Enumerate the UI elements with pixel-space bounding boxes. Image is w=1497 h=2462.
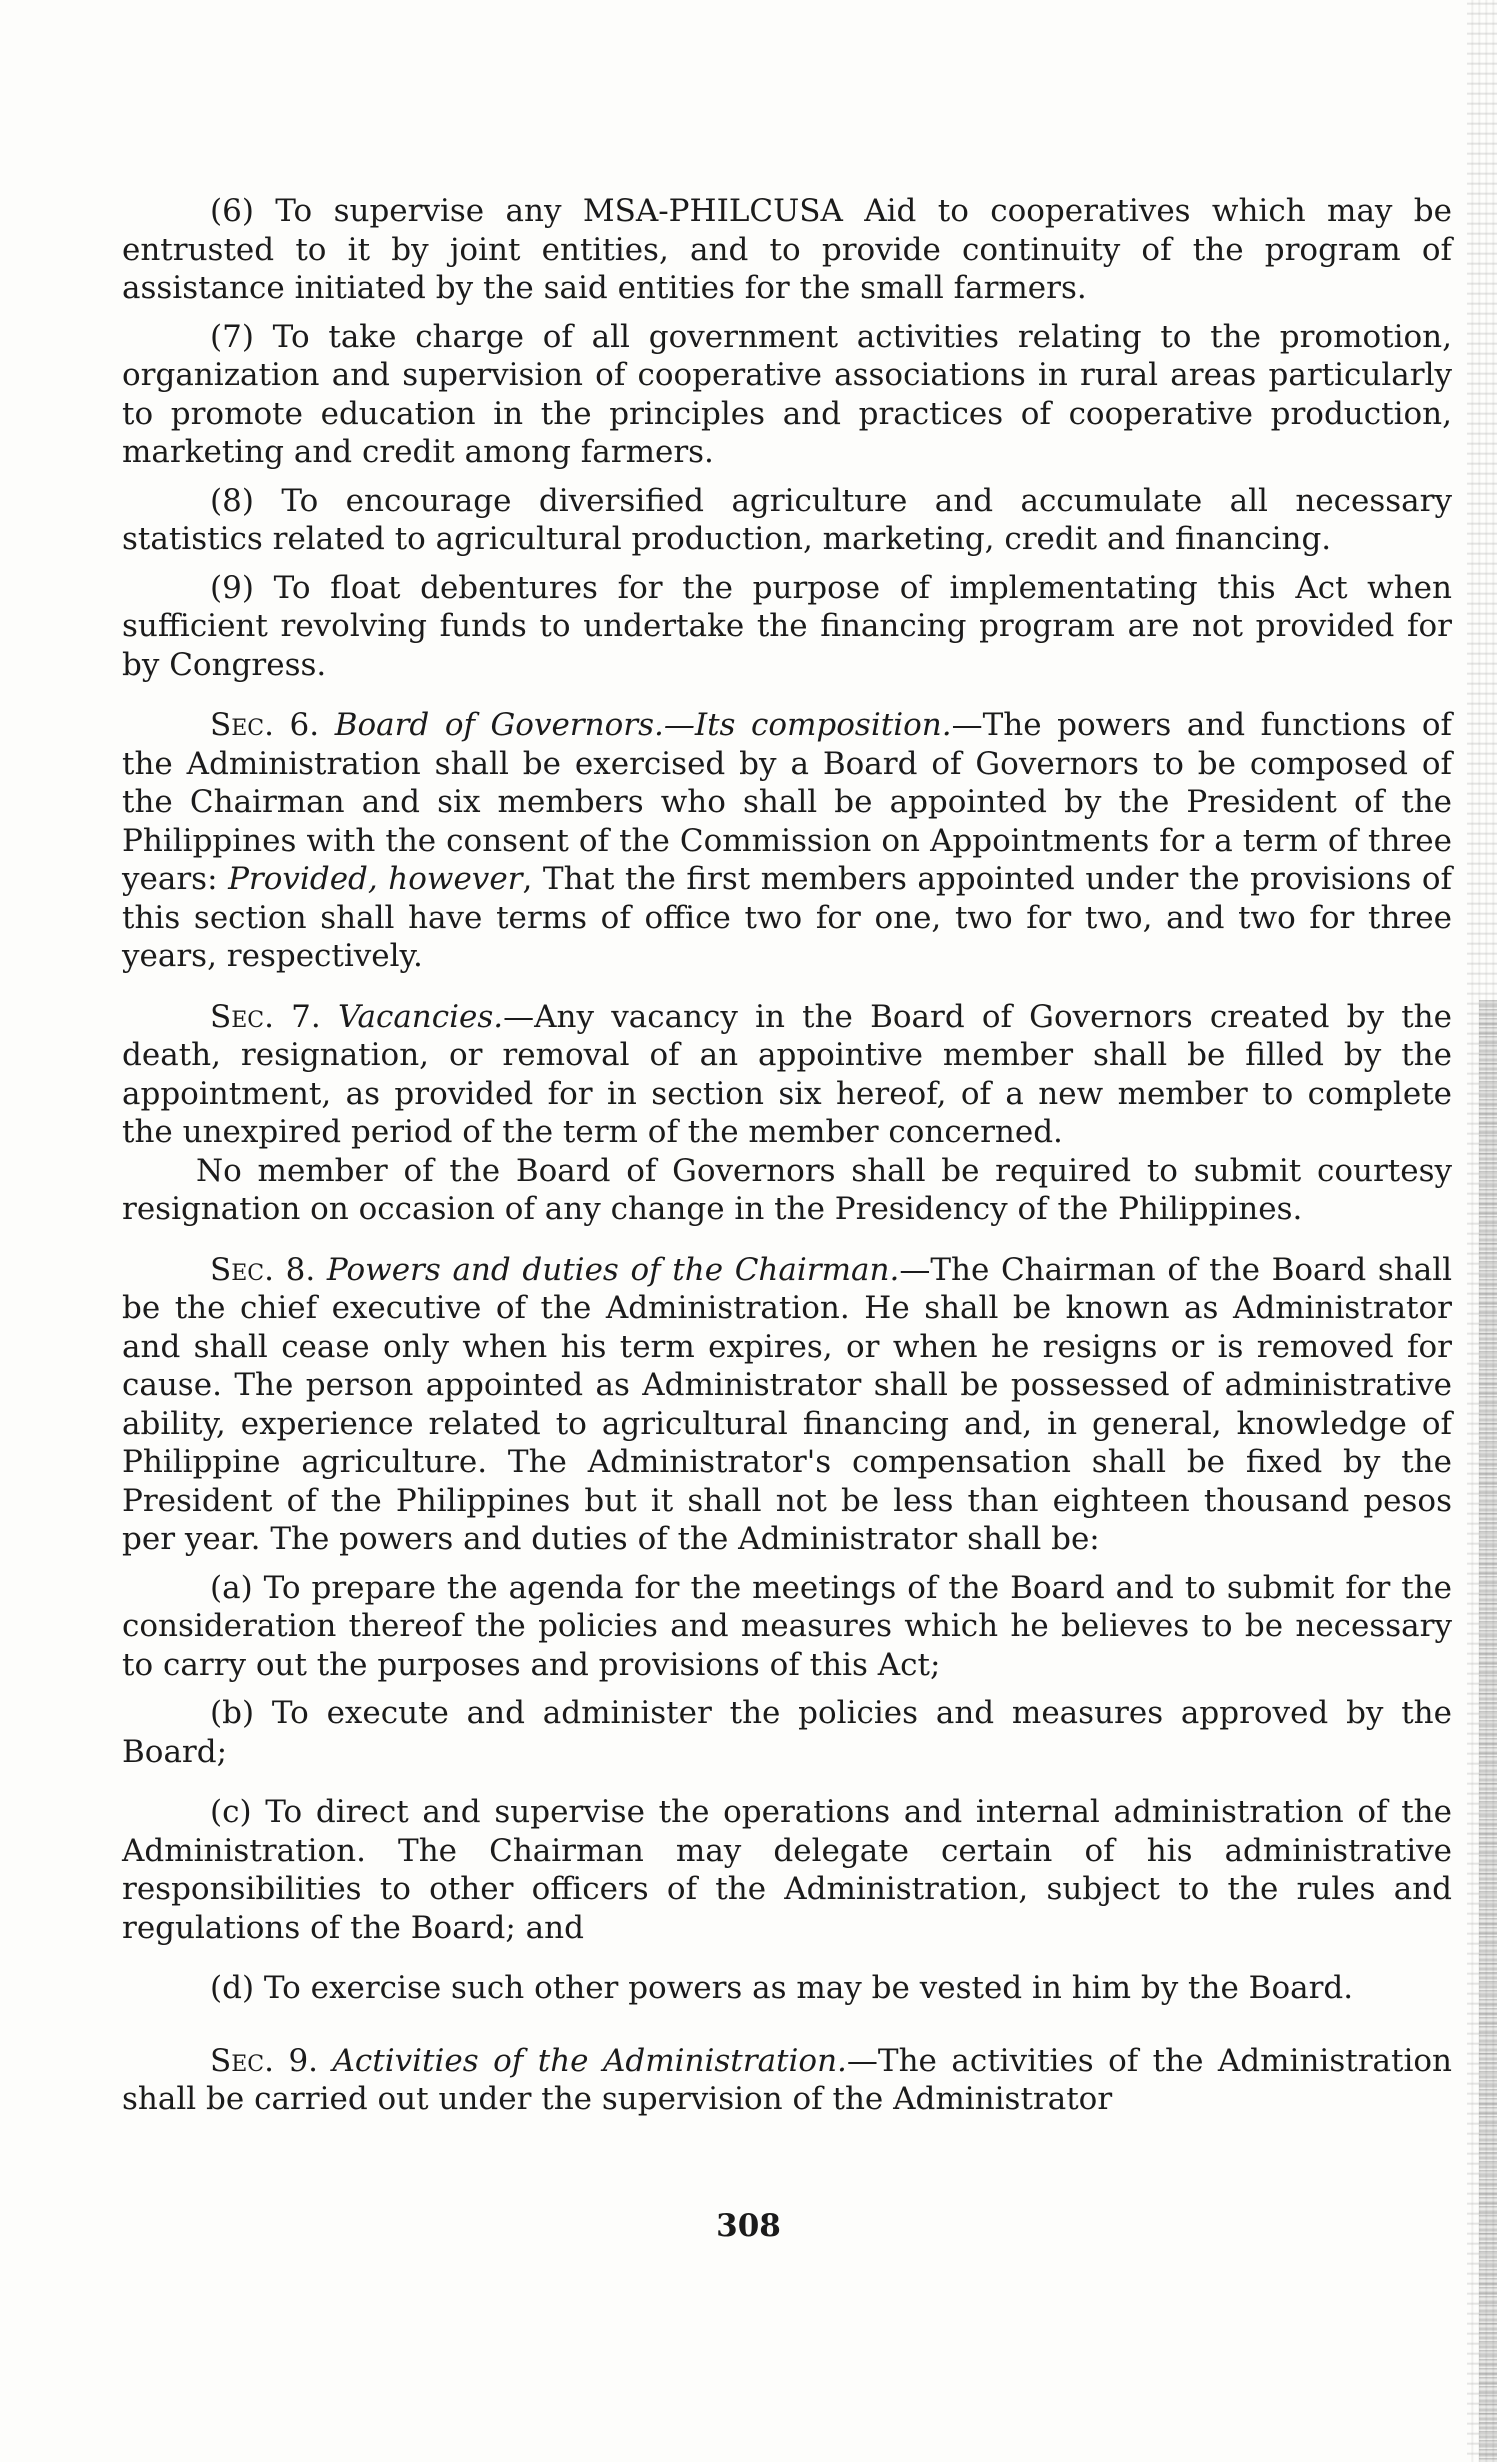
paragraph-7: (7) To take charge of all government activities relating to the promotion, organization and supervision of cooperative associations in rural areas particularly to promote education in the principles and practices of cooperative production, marketing and credit among farmers. <box>122 318 1452 470</box>
section-6-body-b: , That the first members appointed under the provisions of this section shall have terms of office two for one, two for two, and two for three years, respectively. <box>122 861 1452 974</box>
scan-edge-shadow <box>1479 1000 1497 2462</box>
section-6-heading: Board of Governors.—Its composition. <box>334 707 952 743</box>
body-text <box>122 192 1452 2119</box>
section-9-label: Sec. 9. <box>210 2042 319 2079</box>
paragraph-6: (6) To supervise any MSA-PHILCUSA Aid to cooperatives which may be entrusted to it by joint entities, and to provide continuity of the program of assistance initiated by the said entities for the small farmers. <box>122 193 1452 306</box>
section-6-body-a: —The powers and functions of the Administration shall be exercised by a Board of Governors to be composed of the Chairman and six members who shall be appointed by the President of the Philippines with the consent of the Commission on Appointments for a term of three years: <box>122 707 1453 897</box>
section-7 <box>122 998 1452 1152</box>
paragraph-8: (8) To encourage diversified agriculture and accumulate all necessary statistics related to agricultural production, marketing, credit and financing. <box>122 482 1452 557</box>
page-number: 308 <box>716 2208 781 2244</box>
section-8-body: —The Chairman of the Board shall be the chief executive of the Administration. He shall be known as Administrator and shall cease only when his term expires, or when he resigns or is removed for cause. The person appointed as Administrator shall be possessed of administrative ability, experience related to agricultural financing and, in general, knowledge of Philippine agriculture. The Administrator's compensation shall be fixed by the President of the Philippines but it shall not be less than eighteen thousand pesos per year. The powers and duties of the Administrator shall be: <box>122 1251 1453 1557</box>
subsection-b: (b) To execute and administer the policies and measures approved by the Board; <box>122 1695 1452 1770</box>
section-9-heading: Activities of the Administration. <box>332 2042 847 2079</box>
section-7-label: Sec. 7. <box>210 998 321 1035</box>
section-8 <box>122 1251 1452 1559</box>
section-8-label: Sec. 8. <box>210 1251 316 1288</box>
section-7-body: —Any vacancy in the Board of Governors created by the death, resignation, or removal of an appointive member shall be filled by the appointment, as provided for in section six hereof, of a new member to complete the unexpired period of the term of the member concerned. <box>122 998 1452 1150</box>
section-8-heading: Powers and duties of the Chairman. <box>326 1251 900 1288</box>
section-6-proviso: Provided, however <box>228 861 523 897</box>
section-6 <box>122 706 1452 976</box>
section-7-heading: Vacancies. <box>337 998 504 1035</box>
subsection-a: (a) To prepare the agenda for the meetings of the Board and to submit for the consideration thereof the policies and measures which he believes to be necessary to carry out the purposes and provisions of this Act; <box>122 1569 1452 1683</box>
subsection-c: (c) To direct and supervise the operations and internal administration of the Administration. The Chairman may delegate certain of his administrative responsibilities to other officers of the Administration, subject to the rules and regulations of the Board; and <box>122 1794 1452 1946</box>
section-6-label: Sec. 6. <box>210 707 320 743</box>
section-7-body-2: No member of the Board of Governors shall be required to submit courtesy resignation on occasion of any change in the Presidency of the Philippines. <box>122 1152 1452 1227</box>
paragraph-9: (9) To float debentures for the purpose of implementating this Act when sufficient revolving funds to undertake the financing program are not provided for by Congress. <box>122 569 1452 683</box>
subsection-d: (d) To exercise such other powers as may be vested in him by the Board. <box>210 1970 1354 2006</box>
section-9 <box>122 2042 1452 2119</box>
section-9-body: —The activities of the Administration shall be carried out under the supervision of the Administrator <box>122 2042 1452 2117</box>
